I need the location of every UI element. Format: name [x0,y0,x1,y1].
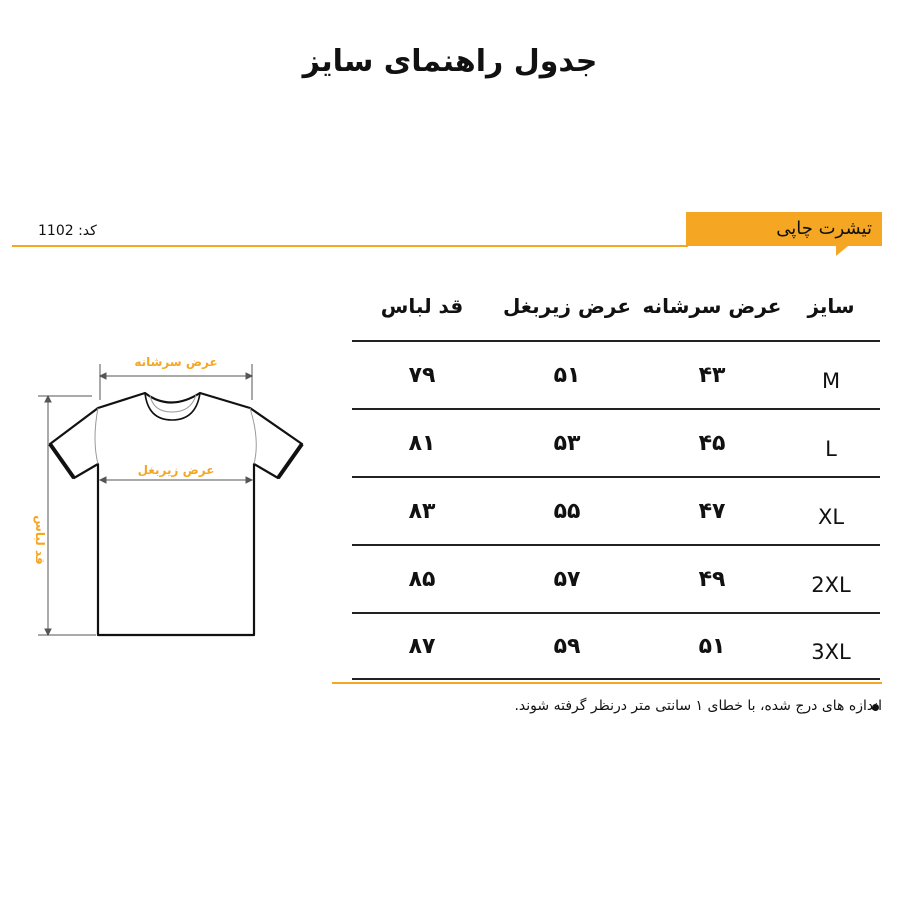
table-header [352,272,880,340]
page-title: جدول راهنمای سایز [302,44,598,79]
length-value: ۸۵ [408,566,436,592]
header-shoulder: عرض سرشانه [642,294,782,318]
length-value: ۸۷ [408,633,436,659]
footer-divider [332,682,882,684]
chest-value: ۵۱ [553,362,581,388]
chest-value: ۵۹ [553,633,581,659]
shoulder-value: ۴۳ [698,362,726,388]
shoulder-value: ۴۷ [698,498,726,524]
header-length: قد لباس [380,294,464,318]
length-value: ۸۳ [408,498,436,524]
chest-value: ۵۷ [553,566,581,592]
length-value: ۸۱ [408,430,436,456]
shoulder-value: ۵۱ [698,633,726,659]
header-divider [12,245,688,247]
product-code: کد: 1102 [38,223,97,239]
measurement-note: اندازه های درج شده، با خطای ۱ سانتی متر درنظر گرفته شوند. [514,698,882,714]
table-row [352,340,880,408]
chest-value: ۵۳ [553,430,581,456]
chest-dimension [100,477,252,483]
shoulder-value: ۴۵ [698,430,726,456]
size-value: 2XL [811,573,851,597]
chest-value: ۵۵ [553,498,581,524]
header-chest: عرض زیربغل [502,294,632,318]
length-value: ۷۹ [408,362,436,388]
size-table [352,272,880,680]
shoulder-value: ۴۹ [698,566,726,592]
size-value: 3XL [811,640,851,664]
size-value: M [821,369,841,393]
table-row [352,476,880,544]
table-row [352,544,880,612]
length-label: قد لباس [33,515,47,565]
size-value: XL [817,505,845,529]
tshirt-icon [50,393,302,635]
shoulder-label: عرض سرشانه [134,355,218,369]
size-value: L [825,437,837,461]
shoulder-dimension [100,364,252,400]
product-tag [686,212,882,246]
table-row [352,408,880,476]
table-row [352,612,880,680]
header-size: سایز [807,294,855,318]
chest-label: عرض زیربغل [137,463,215,477]
product-tag-tail [836,246,848,256]
product-tag-label: تیشرت چاپی [776,218,872,239]
tshirt-diagram [20,350,320,650]
